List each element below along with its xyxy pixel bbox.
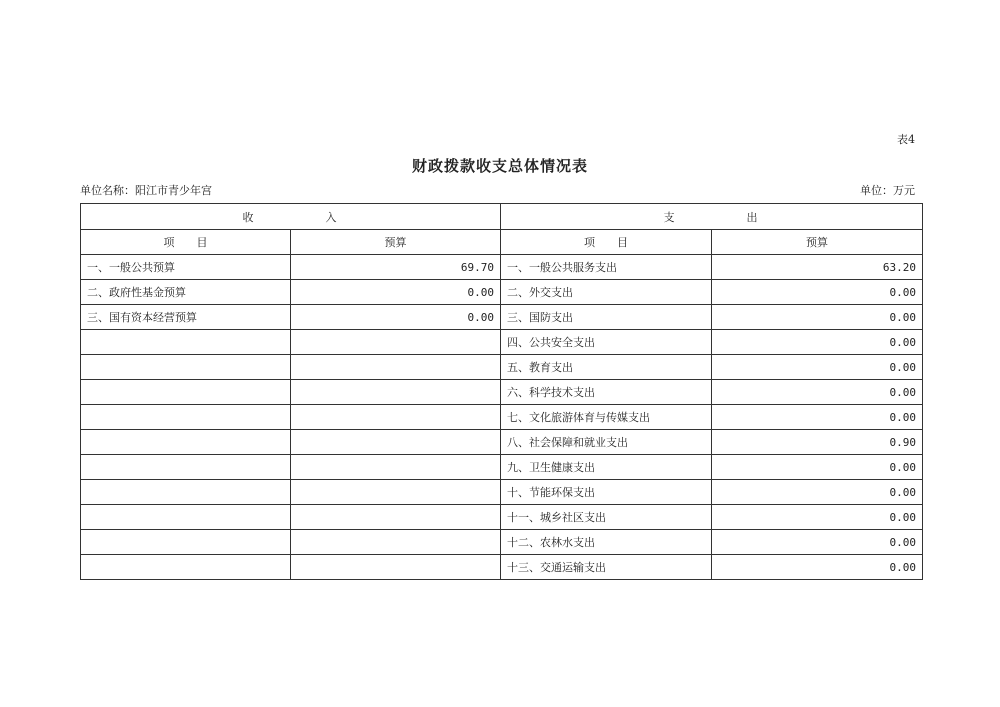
expense-value-cell: 0.00 [712,455,923,480]
income-value-cell [291,530,501,555]
table-row [81,430,923,455]
expense-item-cell: 十一、城乡社区支出 [501,505,712,530]
table-row [81,355,923,380]
income-value-cell [291,480,501,505]
expense-item-cell: 十三、交通运输支出 [501,555,712,580]
expense-value-cell: 0.00 [712,380,923,405]
table-row [81,455,923,480]
income-item-cell: 二、政府性基金预算 [81,280,291,305]
income-value-cell: 69.70 [291,255,501,280]
expense-value-cell: 0.00 [712,305,923,330]
table-row [81,280,923,305]
table-row [81,480,923,505]
budget-table [80,203,923,580]
expense-value-cell: 0.00 [712,505,923,530]
group-header-row [81,204,923,230]
income-item-cell [81,505,291,530]
unit-name-value: 阳江市青少年宫 [135,184,212,197]
income-value-cell [291,555,501,580]
expense-value-cell: 0.00 [712,555,923,580]
income-item-cell [81,530,291,555]
income-item-cell [81,405,291,430]
income-value-cell [291,505,501,530]
expense-item-cell: 四、公共安全支出 [501,330,712,355]
income-value-cell [291,330,501,355]
table-row [81,530,923,555]
income-item-cell [81,330,291,355]
income-budget-header: 预算 [291,230,501,255]
table-row [81,380,923,405]
income-item-cell: 三、国有资本经营预算 [81,305,291,330]
expense-item-cell: 五、教育支出 [501,355,712,380]
income-value-cell [291,455,501,480]
expense-value-cell: 0.00 [712,280,923,305]
unit-name [80,182,212,198]
income-group-header: 收 入 [81,204,501,230]
table-row [81,305,923,330]
expense-value-cell: 0.00 [712,330,923,355]
expense-item-header: 项 目 [501,230,712,255]
income-value-cell [291,380,501,405]
expense-item-cell: 三、国防支出 [501,305,712,330]
table-number: 表4 [897,133,915,146]
income-item-cell [81,430,291,455]
table-row [81,330,923,355]
expense-value-cell: 0.90 [712,430,923,455]
expense-value-cell: 0.00 [712,405,923,430]
expense-item-cell: 十二、农林水支出 [501,530,712,555]
income-item-cell: 一、一般公共预算 [81,255,291,280]
income-value-cell [291,355,501,380]
table-row [81,255,923,280]
income-item-header: 项 目 [81,230,291,255]
expense-value-cell: 63.20 [712,255,923,280]
income-item-cell [81,480,291,505]
expense-item-cell: 七、文化旅游体育与传媒支出 [501,405,712,430]
unit-name-label: 单位名称： [80,184,135,197]
expense-value-cell: 0.00 [712,530,923,555]
expense-item-cell: 八、社会保障和就业支出 [501,430,712,455]
currency-unit: 单位：万元 [860,184,915,197]
income-item-cell [81,555,291,580]
expense-item-cell: 二、外交支出 [501,280,712,305]
table-row [81,405,923,430]
expense-item-cell: 六、科学技术支出 [501,380,712,405]
income-item-cell [81,455,291,480]
expense-item-cell: 一、一般公共服务支出 [501,255,712,280]
income-value-cell [291,405,501,430]
income-value-cell [291,430,501,455]
column-header-row [81,230,923,255]
page-title: 财政拨款收支总体情况表 [411,157,588,175]
table-row [81,555,923,580]
expense-value-cell: 0.00 [712,355,923,380]
income-value-cell: 0.00 [291,280,501,305]
expense-group-header: 支 出 [501,204,923,230]
table-row [81,505,923,530]
expense-value-cell: 0.00 [712,480,923,505]
expense-item-cell: 十、节能环保支出 [501,480,712,505]
income-item-cell [81,380,291,405]
income-value-cell: 0.00 [291,305,501,330]
income-item-cell [81,355,291,380]
expense-budget-header: 预算 [712,230,923,255]
expense-item-cell: 九、卫生健康支出 [501,455,712,480]
